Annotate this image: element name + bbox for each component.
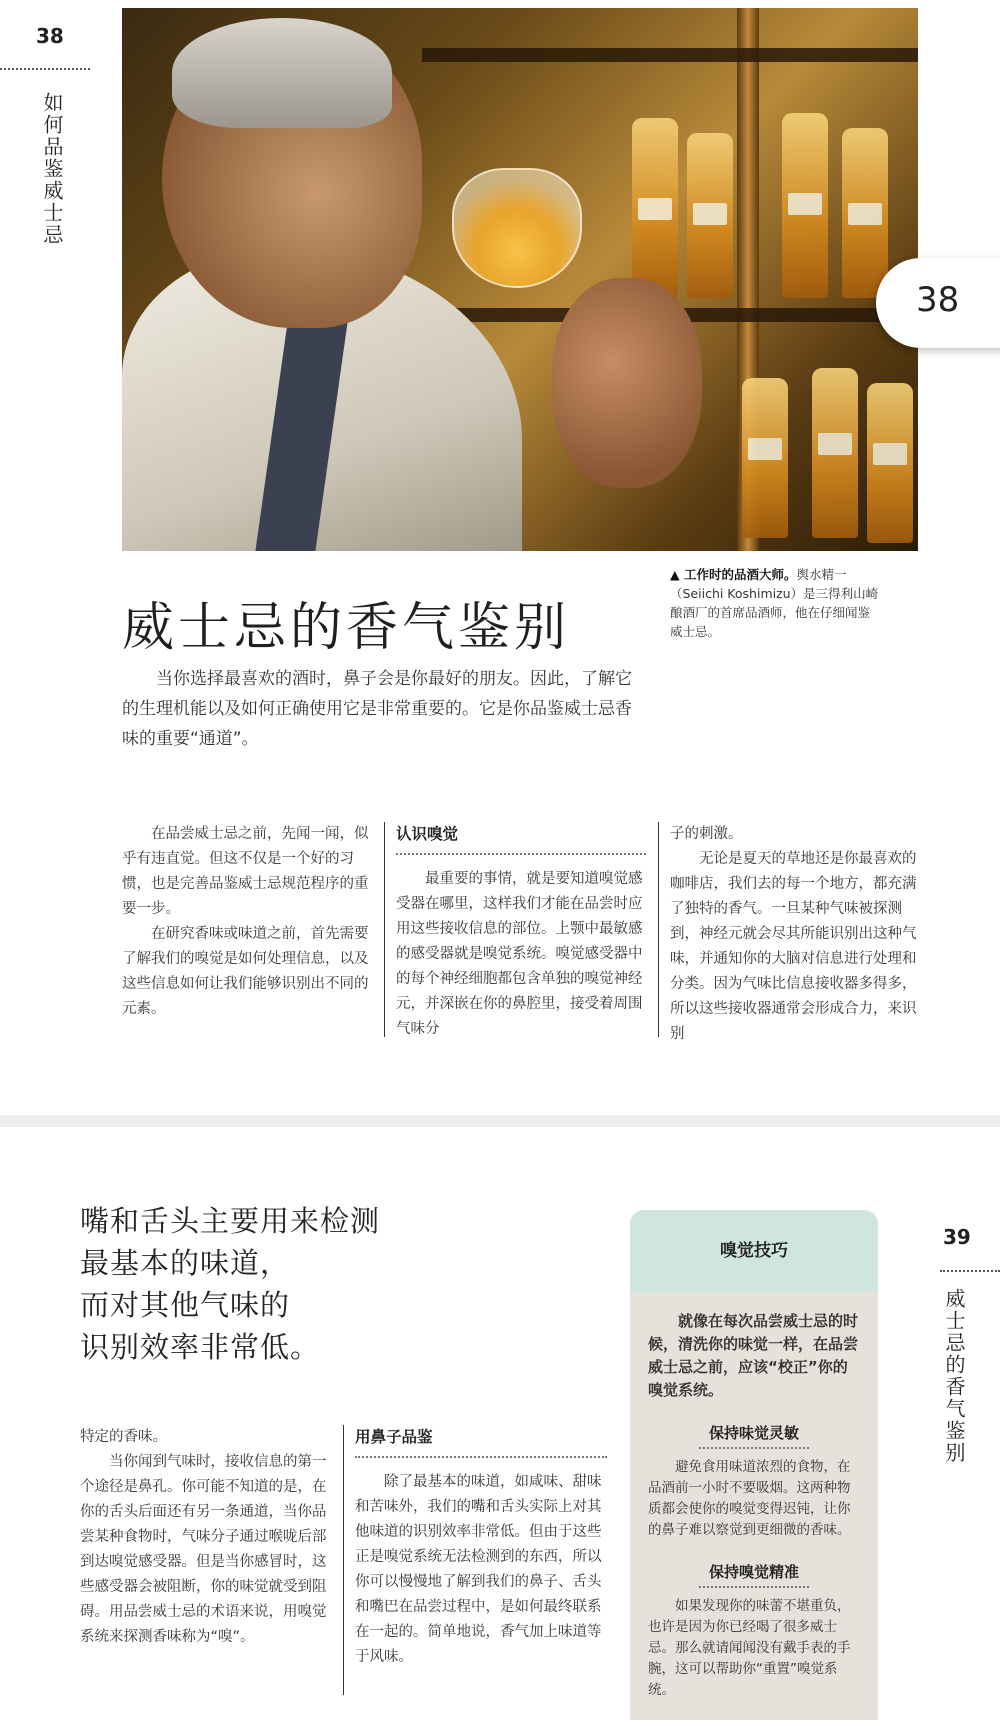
side-chapter-title: 如何品鉴威士忌 — [40, 92, 64, 246]
sidebar-paragraph: 如果发现你的味蕾不堪重负，也许是因为你已经喝了很多威士忌。那么就请闻闻没有戴手表的手腕，这可以帮助你“重置”嗅觉系统。 — [648, 1598, 851, 1698]
column-rule — [384, 822, 385, 1037]
sidebar-lead: 就像在每次品尝威士忌的时候，清洗你的味觉一样，在品尝威士忌之前，应该“校正”你的嗅觉系统。 — [648, 1312, 859, 1399]
hand — [552, 278, 702, 488]
bottle — [782, 113, 828, 298]
page-tab-number: 38 — [916, 280, 960, 320]
pull-quote-line: 最基本的味道， — [80, 1246, 291, 1280]
column-rule — [658, 822, 659, 1037]
section-heading: 认识嗅觉 — [396, 822, 646, 855]
paragraph: 无论是夏天的草地还是你最喜欢的咖啡店，我们去的每一个地方，都充满了独特的香气。一旦某种气味被探测到，神经元就会尽其所能识别出这种气味，并通知你的大脑对信息进行处理和分类。因为气味比信息接收器多得多，所以这些接收器通常会形成合力，来识别 — [670, 851, 917, 1042]
paragraph: 在研究香味或味道之前，首先需要了解我们的嗅觉是如何处理信息，以及这些信息如何让我们能够识别出不同的元素。 — [122, 926, 369, 1017]
page-tab-38 — [876, 258, 1000, 348]
column-2 — [355, 1425, 607, 1670]
pull-quote — [80, 1200, 380, 1368]
taster-hair — [172, 18, 392, 128]
pull-quote-line: 而对其他气味的 — [80, 1288, 291, 1322]
bottle — [742, 378, 788, 538]
dotted-divider — [940, 1270, 1000, 1272]
intro-paragraph: 当你选择最喜欢的酒时，鼻子会是你最好的朋友。因此，了解它的生理机能以及如何正确使用它是非常重要的。它是你品鉴威士忌香味的重要“通道”。 — [122, 669, 632, 749]
column-rule — [343, 1425, 344, 1695]
column-2 — [396, 822, 646, 1042]
bottle — [812, 368, 858, 538]
page-gap — [0, 1115, 1000, 1127]
column-1 — [122, 822, 372, 1022]
paragraph: 当你闻到气味时，接收信息的第一个途径是鼻孔。你可能不知道的是，在你的舌头后面还有另一条通道，当你品尝某种食物时，气味分子通过喉咙后部到达嗅觉感受器。但是当你感冒时，这些感受器会被阻断，你的味觉就受到阻碍。用品尝威士忌的术语来说，用嗅觉系统来探测香味称为“嗅”。 — [80, 1454, 327, 1645]
pull-quote-line: 嘴和舌头主要用来检测 — [80, 1204, 381, 1238]
column-3 — [670, 822, 920, 1047]
paragraph: 在品尝威士忌之前，先闻一闻，似乎有违直觉。但这不仅是一个好的习惯，也是完善品鉴威士忌规范程序的重要一步。 — [122, 826, 369, 917]
sidebar-title: 嗅觉技巧 — [630, 1210, 878, 1292]
section-heading: 用鼻子品鉴 — [355, 1425, 607, 1458]
column-1 — [80, 1425, 332, 1650]
pull-quote-line: 识别效率非常低。 — [80, 1330, 321, 1364]
caption-text: 舆水精一（Seiichi Koshimizu）是三得利山崎酿酒厂的首席品酒师，他在仔细闻鉴威士忌。 — [670, 567, 879, 639]
photo-caption — [670, 565, 880, 641]
bottle — [842, 128, 888, 298]
sidebar-subheading: 保持嗅觉精准 — [699, 1561, 809, 1588]
side-chapter-title: 威士忌的香气鉴别 — [942, 1288, 966, 1464]
shelf — [422, 48, 918, 62]
paragraph: 特定的香味。 — [80, 1429, 167, 1445]
caption-lead: ▲ 工作时的品酒大师。 — [670, 567, 797, 582]
bottle — [687, 133, 733, 298]
page-number-left: 38 — [36, 24, 64, 48]
paragraph: 除了最基本的味道，如咸味、甜味和苦味外，我们的嘴和舌头实际上对其他味道的识别效率非常低。但由于这些正是嗅觉系统无法检测到的东西，所以你可以慢慢地了解到我们的鼻子、舌头和嘴巴在品尝过程中，是如何最终联系在一起的。简单地说，香气加上味道等于风味。 — [355, 1474, 602, 1665]
sidebar-subheading: 保持味觉灵敏 — [699, 1422, 809, 1449]
bottle — [632, 118, 678, 298]
paragraph: 最重要的事情，就是要知道嗅觉感受器在哪里，这样我们才能在品尝时应用这些接收信息的部位。上颚中最敏感的感受器就是嗅觉系统。嗅觉感受器中的每个神经细胞都包含单独的嗅觉神经元，并深嵌在你的鼻腔里，接受着周围气味分 — [396, 871, 643, 1037]
article-title: 威士忌的香气鉴别 — [122, 598, 571, 658]
whisky-glass — [452, 168, 582, 288]
tips-sidebar — [630, 1210, 878, 1720]
dotted-divider — [0, 68, 90, 70]
whisky-master-photo — [122, 8, 918, 551]
page-number-right: 39 — [943, 1225, 971, 1249]
bottle — [867, 383, 913, 543]
paragraph: 子的刺激。 — [670, 826, 743, 842]
sidebar-paragraph: 避免食用味道浓烈的食物，在品酒前一小时不要吸烟。这两种物质都会使你的嗅觉变得迟钝，让你的鼻子难以察觉到更细微的香味。 — [648, 1459, 851, 1538]
